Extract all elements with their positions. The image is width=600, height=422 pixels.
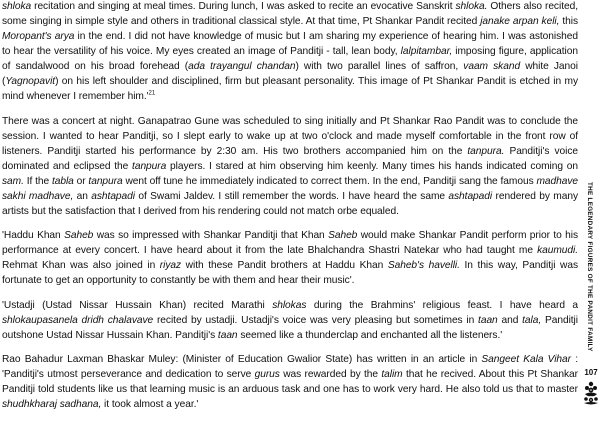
text-run: and [497,314,523,326]
text-run: an [73,190,92,202]
running-title: THE LEGENDARY FIGURES OF THE PANDIT FAMILY [586,182,593,352]
italic-term: Saheb [328,230,358,241]
italic-term: ashtapadi [91,190,135,202]
text-run: would make Shankar Pandit perform prior to his performance at every concert. I have heard about it from the late Bhalchandra Shastri Natekar who had taught me [2,230,579,256]
paragraph [2,298,578,343]
text-run: this [559,16,578,27]
italic-term: tanpura [88,175,123,187]
italic-term: tala, [522,314,542,326]
text-run: Rehmat Khan was also joined in [2,260,160,271]
text-run: or [73,175,89,187]
text-run: ) on his left shoulder and disciplined, firm but pleasant personality. This image of Pt Shankar Pandit is etched in my mind whenever I remember him.' [2,76,578,102]
floral-ornament-icon [582,380,600,406]
text-run: There was a concert at night. Ganapatrao Gune was scheduled to sing initially and Pt Shankar Rao Pandit was to conclude the session. I wanted to hear Panditji, so I slept early to wake up at two o'clock and made myself comfortable in the front row of listeners. Panditji started his performance by 2:30 am. His two brothers accompanied him on the [2,115,578,157]
italic-term: sam. [2,175,24,187]
footnote-marker: 21 [148,90,156,97]
italic-term: madhave sakhi madhave, [2,175,578,202]
italic-term: shudhkharaj sadhana, [2,399,102,410]
italic-term: kaumudi. [537,245,578,256]
paragraph [2,0,578,104]
italic-term: shlokas [272,299,307,311]
text-run: it took almost a year.' [101,399,199,410]
page-number: 107 [584,368,598,377]
italic-term: riyaz [159,260,182,271]
text-run: players. I stared at him observing him keenly. Many times his hands indicated coming on [166,160,578,172]
text-run: : 'Panditji's utmost perseverance and dedication to serve [2,354,578,380]
italic-term: Moropant's arya [2,31,75,42]
italic-term: Yagnopavit [5,76,56,87]
italic-term: vaam skand [463,61,521,72]
italic-term: tabla [51,175,74,187]
paragraph [2,352,578,412]
text-run: recitation and singing at meal times. During lunch, I was asked to recite an evocative Sanskrit [31,1,456,12]
italic-term: gurus [254,369,280,380]
text-run: during the Brahmins' religious feast. I have heard a [306,299,578,311]
italic-term: talim [381,369,403,380]
text-run: white Janoi ( [2,61,578,87]
italic-term: tanpura [132,160,167,172]
text-run: was rewarded by the [279,369,382,380]
text-run: with these Pandit brothers at Haddu Khan [181,260,388,271]
body-text [2,0,578,422]
italic-term: tanpura. [467,145,505,157]
italic-term: Sangeet Kala Vihar [481,354,571,365]
text-run: in the end. I did not have knowledge of music but I am sharing my experience of hearing him. I was astonished to hear the versatility of his voice. My eyes created an image of Panditji - tall, lean body, [2,31,578,57]
italic-term: shlokaupasanela dridh chalavave [2,314,154,326]
text-run: ) with two parallel lines of saffron, [295,61,464,72]
text-run: If the [23,175,52,187]
italic-term: shloka. [455,1,488,12]
text-run: rendered by many artists but the satisfaction that I derived from his rendering could not match orbe equaled. [2,190,579,217]
italic-term: shloka [2,1,32,12]
paragraph [2,114,578,219]
italic-term: Saheb [64,230,94,241]
text-run: Rao Bahadur Laxman Bhaskar Muley: (Minister of Education Gwalior State) has written in an article in [2,354,482,365]
text-run: of Swami Jaldev. I still remember the words. I have heard the same [135,190,449,202]
paragraph [2,228,578,288]
italic-term: taan [217,329,238,341]
text-run: Panditji's voice dominated and eclipsed the [2,145,578,172]
text-run: 'Haddu Khan [2,230,65,241]
italic-term: Saheb's havelli. [387,260,460,271]
italic-term: ashtapadi [448,190,493,202]
text-run: recited by ustadji. Ustadji's voice was very pleasing but sometimes in [153,314,479,326]
text-run: went off tune he immediately indicated to correct them. In the end, Panditji sang the famous [122,175,537,187]
italic-term: janake arpan keli, [480,16,560,27]
italic-term: taan [478,314,498,326]
text-run: 'Ustadji (Ustad Nissar Hussain Khan) recited Marathi [2,299,273,311]
italic-term: lalpitambar, [400,46,453,57]
text-run: that he recived. About this Pt Shankar Panditji told students like us that learning music is an arduous task and one has to work very hard. He also told us that to master [2,369,578,395]
italic-term: ada trayangul chandan [188,61,296,72]
text-run: seemed like a thunderclap and enchanted all the listeners.' [237,329,503,341]
text-run: imposing figure, application of sandalwood on his broad forehead ( [2,46,578,72]
text-run: was so impressed with Shankar Panditji that Khan [93,230,329,241]
text-run: Panditji outshone Ustad Nissar Hussain Khan. Panditji's [2,314,578,341]
text-run: Others also recited, some singing in simple style and others in traditional classical style. At that time, Pt Shankar Pandit recited [2,1,578,27]
text-run: In this way, Panditji was fortunate to get an opportunity to constantly be with them and hear their music'. [2,260,578,286]
